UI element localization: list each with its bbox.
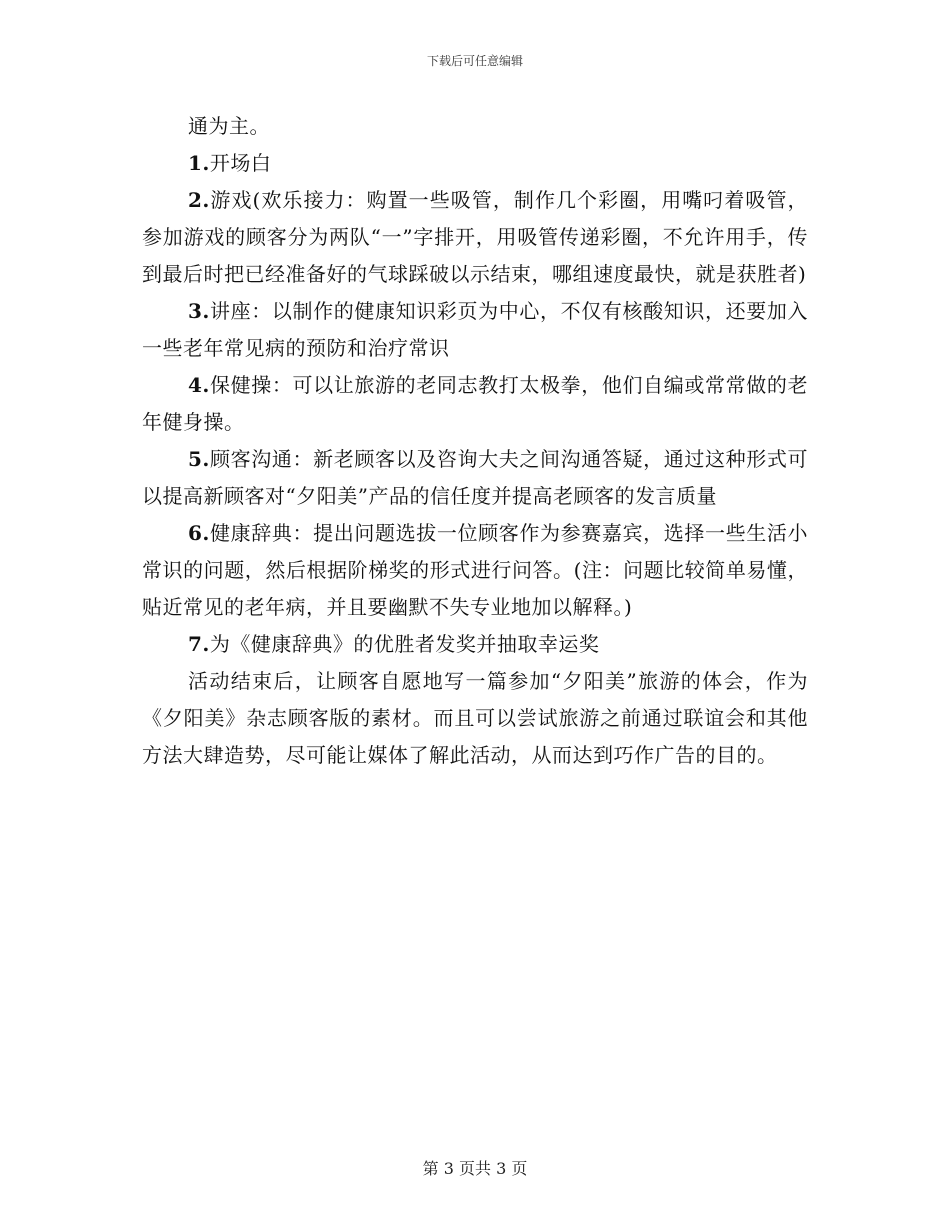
- list-item-game: [142, 182, 808, 293]
- document-body: [142, 108, 808, 774]
- page-number: 第 3 页共 3 页: [422, 1159, 528, 1178]
- page-header: 下载后可任意编辑: [426, 54, 523, 68]
- list-number: 5.: [188, 447, 210, 471]
- list-item-health-dictionary: [142, 515, 808, 626]
- list-number: 6.: [188, 521, 210, 545]
- list-item-awards: [142, 626, 808, 663]
- paragraph-text: 讲座：以制作的健康知识彩页为中心，不仅有核酸知识，还要加入一些老年常见病的预防和治疗常识: [142, 299, 808, 360]
- list-item-opening-remarks: [142, 145, 808, 182]
- list-number: 1.: [188, 151, 210, 175]
- paragraph-text: 通为主。: [188, 114, 270, 138]
- list-item-exercise: [142, 367, 808, 441]
- paragraph-text: 顾客沟通：新老顾客以及咨询大夫之间沟通答疑，通过这种形式可以提高新顾客对“夕阳美”产品的信任度并提高老顾客的发言质量: [142, 447, 808, 508]
- list-number: 4.: [188, 373, 210, 397]
- paragraph-conclusion: [142, 663, 808, 774]
- paragraph-text: 活动结束后，让顾客自愿地写一篇参加“夕阳美”旅游的体会，作为《夕阳美》杂志顾客版的素材。而且可以尝试旅游之前通过联谊会和其他方法大肆造势，尽可能让媒体了解此活动，从而达到巧作广告的目的。: [142, 669, 808, 767]
- paragraph-text: 保健操：可以让旅游的老同志教打太极拳，他们自编或常常做的老年健身操。: [142, 373, 808, 434]
- paragraph-text: 开场白: [209, 151, 272, 175]
- list-item-customer-communication: [142, 441, 808, 515]
- paragraph-text: 游戏(欢乐接力：购置一些吸管，制作几个彩圈，用嘴叼着吸管，参加游戏的顾客分为两队“一”字排开，用吸管传递彩圈，不允许用手，传到最后时把已经准备好的气球踩破以示结束，哪组速度最快，就是获胜者): [142, 188, 808, 286]
- list-number: 2.: [188, 188, 210, 212]
- paragraph-text: 为《健康辞典》的优胜者发奖并抽取幸运奖: [209, 632, 600, 656]
- list-number: 3.: [188, 299, 210, 323]
- paragraph-text: 健康辞典：提出问题选拔一位顾客作为参赛嘉宾，选择一些生活小常识的问题，然后根据阶梯奖的形式进行问答。(注：问题比较简单易懂，贴近常见的老年病，并且要幽默不失专业地加以解释。): [142, 521, 808, 619]
- list-item-lecture: [142, 293, 808, 367]
- list-number: 7.: [188, 632, 210, 656]
- paragraph-intro-continuation: [142, 108, 808, 145]
